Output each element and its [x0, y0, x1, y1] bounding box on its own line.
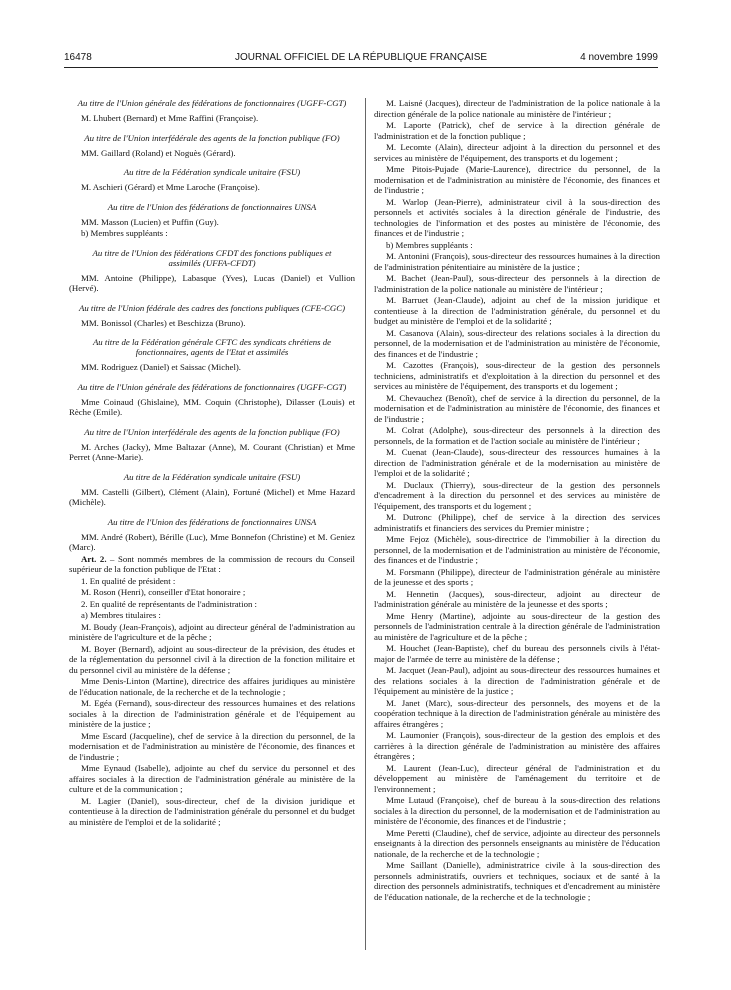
paragraph: b) Membres suppléants : — [386, 239, 473, 250]
paragraph: M. Forsmann (Philippe), directeur de l'administration générale au ministère de la jeunesse et des sports ; — [374, 566, 660, 587]
paragraph: M. Roson (Henri), conseiller d'Etat honoraire ; — [81, 587, 246, 597]
section-heading: Au titre de la Fédération syndicale unitaire (FSU) — [123, 471, 301, 482]
paragraph: MM. Gaillard (Roland) et Noguès (Gérard). — [81, 147, 236, 158]
article-text: – Sont nommés membres de la commission de recours du Conseil supérieur de la fonction publique de l'Etat : — [69, 553, 355, 574]
paragraph: Mme Peretti (Claudine), chef de service, adjointe au directeur des personnels enseignants à la direction des personnels enseignants au ministère de l'éducation nationale, de la recherche et de la technologie ; — [374, 827, 660, 859]
paragraph: M. Arches (Jacky), Mme Baltazar (Anne), M. Courant (Christian) et Mme Perret (Anne-Marie). — [69, 441, 355, 462]
paragraph: 2. En qualité de représentants de l'administration : — [81, 598, 258, 609]
paragraph: M. Jacquet (Jean-Paul), adjoint au sous-directeur des ressources humaines et des relations sociales à la direction de l'administration générale et de l'équipement au ministère de la justice ; — [374, 665, 660, 696]
paragraph: Mme Pitois-Pujade (Marie-Laurence), directrice du personnel, de la modernisation et de l'administration au ministère de l'économie, des finances et de l'industrie ; — [374, 164, 660, 195]
paragraph: 1. En qualité de président : — [81, 575, 176, 586]
paragraph: MM. André (Robert), Bérille (Luc), Mme Bonnefon (Christine) et M. Geniez (Marc). — [69, 531, 355, 552]
section-heading: Au titre de l'Union générale des fédérations de fonctionnaires (UGFF-CGT) — [77, 98, 347, 108]
paragraph: M. Janet (Marc), sous-directeur des personnels, des moyens et de la coopération technique à la direction de l'administration générale au ministère des affaires étrangères ; — [374, 697, 660, 729]
paragraph: M. Chevauchez (Benoît), chef de service à la direction du personnel, de la modernisation et de l'administration au ministère de l'économie, des finances et de l'industrie ; — [374, 392, 660, 424]
paragraph: M. Lagier (Daniel), sous-directeur, chef de la division juridique et contentieuse à la direction de l'administration générale du personnel et du budget au ministère de l'emploi et de la solidarité ; — [69, 795, 355, 827]
paragraph: M. Aschieri (Gérard) et Mme Laroche (Françoise). — [81, 182, 260, 192]
paragraph: Mme Saillant (Danielle), administratrice civile à la sous-direction des personnels administratifs, ouvriers et techniques, sociaux et de santé à la direction des personnels administratifs, techniques et d'encadrement au ministère de l'éducation nationale, de la recherche et de la technologie ; — [374, 860, 660, 902]
paragraph: MM. Antoine (Philippe), Labasque (Yves), Lucas (Daniel) et Vullion (Hervé). — [69, 272, 355, 293]
paragraph: M. Barruet (Jean-Claude), adjoint au chef de la mission juridique et contentieuse à la direction de l'administration générale, du personnel et du budget au ministère de l'emploi et de la solidarité ; — [374, 295, 660, 326]
paragraph: M. Hennetin (Jacques), sous-directeur, adjoint au directeur de l'administration générale au ministère de la jeunesse et des sports ; — [374, 588, 660, 609]
page-number: 16478 — [64, 52, 92, 63]
publication-date: 4 novembre 1999 — [580, 52, 658, 63]
paragraph: M. Lecomte (Alain), directeur adjoint à la direction du personnel et des services au ministère de l'équipement, des transports et du logement ; — [374, 142, 660, 163]
paragraph: M. Lhubert (Bernard) et Mme Raffini (Françoise). — [81, 113, 259, 123]
section-heading: Au titre de l'Union interfédérale des agents de la fonction publique (FO) — [84, 132, 340, 143]
section-heading: Au titre de l'Union fédérale des cadres des fonctions publiques (CFE-CGC) — [78, 302, 346, 313]
page-header — [64, 52, 658, 68]
paragraph: M. Houchet (Jean-Baptiste), chef du bureau des personnels civils à l'état-major de l'armée de terre au ministère de la défense ; — [374, 643, 660, 664]
paragraph: Mme Henry (Martine), adjointe au sous-directeur de la gestion des personnels de l'administration centrale à la direction générale de l'administration au ministère de l'agriculture et de la pêche ; — [374, 610, 660, 642]
article-paragraph — [69, 554, 355, 575]
section-heading: Au titre de l'Union des fédérations CFDT des fonctions publiques et assimilés (UFFA-CFDT) — [92, 247, 332, 268]
paragraph: M. Warlop (Jean-Pierre), administrateur civil à la sous-direction des personnels et activités sociales à la direction générale de l'industrie, des technologies de l'information et des postes au ministère de l'économie, des finances et de l'industrie ; — [374, 196, 660, 238]
left-column — [69, 98, 355, 828]
paragraph: b) Membres suppléants : — [81, 228, 168, 238]
paragraph: M. Laumonier (François), sous-directeur de la gestion des emplois et des carrières à la direction générale de l'administration au ministère des affaires étrangères ; — [374, 730, 660, 761]
section-heading: Au titre de l'Union des fédérations de fonctionnaires UNSA — [107, 201, 317, 212]
paragraph: MM. Castelli (Gilbert), Clément (Alain), Fortuné (Michel) et Mme Hazard (Michèle). — [69, 486, 355, 507]
journal-title: JOURNAL OFFICIEL DE LA RÉPUBLIQUE FRANÇAISE — [234, 52, 488, 63]
section-heading: Au titre de l'Union des fédérations de fonctionnaires UNSA — [107, 516, 317, 527]
paragraph: MM. Bonissol (Charles) et Beschizza (Bruno). — [81, 317, 246, 328]
paragraph: MM. Rodriguez (Daniel) et Saissac (Michel). — [81, 362, 242, 372]
section-heading: Au titre de l'Union interfédérale des agents de la fonction publique (FO) — [84, 426, 340, 437]
paragraph: Mme Denis-Linton (Martine), directrice des affaires juridiques au ministère de l'éducation nationale, de la recherche et de la technologie ; — [69, 676, 355, 697]
paragraph: M. Laporte (Patrick), chef de service à la direction générale de l'administration et de la fonction publique ; — [374, 120, 660, 141]
paragraph: M. Boudy (Jean-François), adjoint au directeur général de l'administration au ministère de l'agriculture et de la pêche ; — [69, 621, 355, 642]
paragraph: M. Egéa (Fernand), sous-directeur des ressources humaines et des relations sociales à la direction de l'administration générale et de l'équipement au ministère de la justice ; — [69, 698, 355, 729]
paragraph: M. Boyer (Bernard), adjoint au sous-directeur de la prévision, des études et de la réglementation du personnel civil à la direction de la fonction militaire et du personnel civil au ministère de la défense ; — [69, 643, 355, 675]
paragraph: Mme Fejoz (Michèle), sous-directrice de l'immobilier à la direction du personnel, de la modernisation et de l'administration au ministère de l'économie, des finances et de l'industrie ; — [374, 534, 660, 565]
paragraph: Mme Eynaud (Isabelle), adjointe au chef du service du personnel et des affaires sociales à la direction de l'administration générale au ministère de la culture et de la communication ; — [69, 763, 355, 794]
paragraph: M. Cazottes (François), sous-directeur de la gestion des personnels techniciens, administratifs et d'exploitation à la direction du personnel et des services au ministère de l'équipement, des transports et du logement ; — [374, 360, 660, 391]
paragraph: Mme Coinaud (Ghislaine), MM. Coquin (Christophe), Dilasser (Louis) et Rèche (Emile). — [69, 396, 355, 417]
article-label: Art. 2. — [81, 553, 107, 564]
section-heading: Au titre de l'Union générale des fédérations de fonctionnaires (UGFF-CGT) — [77, 381, 347, 392]
paragraph: M. Colrat (Adolphe), sous-directeur des personnels à la direction des personnels, de la formation et de l'action sociale au ministère de l'intérieur ; — [374, 425, 660, 446]
paragraph: Mme Escard (Jacqueline), chef de service à la direction du personnel, de la modernisation et de l'administration au ministère de l'économie, des finances et de l'industrie ; — [69, 730, 355, 762]
paragraph: M. Dutronc (Philippe), chef de service à la direction des services administratifs et financiers des services du Premier ministre ; — [374, 512, 660, 533]
paragraph: M. Bachet (Jean-Paul), sous-directeur des personnels à la direction de l'administration de la police nationale au ministère de l'intérieur ; — [374, 273, 660, 294]
header-rule — [64, 67, 658, 68]
section-heading: Au titre de la Fédération syndicale unitaire (FSU) — [123, 167, 301, 177]
paragraph: M. Laisné (Jacques), directeur de l'administration de la police nationale à la direction générale de la police nationale au ministère de l'intérieur ; — [374, 98, 660, 119]
paragraph: M. Casanova (Alain), sous-directeur des relations sociales à la direction du personnel, de la modernisation et de l'administration au ministère de l'économie, des finances et de l'industrie ; — [374, 327, 660, 359]
paragraph: a) Membres titulaires : — [81, 610, 161, 620]
paragraph: M. Duclaux (Thierry), sous-directeur de la gestion des personnels d'encadrement à la direction du personnel et des services au ministère de l'équipement, des transports et du logement ; — [374, 479, 660, 511]
paragraph: M. Laurent (Jean-Luc), directeur général de l'administration et du développement au ministère de l'aménagement du territoire et de l'environnement ; — [374, 762, 660, 794]
paragraph: Mme Lutaud (Françoise), chef de bureau à la sous-direction des relations sociales à la direction du personnel, de la modernisation et de l'administration au ministère de l'économie, des finances et de l'industrie ; — [374, 795, 660, 826]
paragraph: M. Cuenat (Jean-Claude), sous-directeur des ressources humaines à la direction de l'administration générale et de la modernisation au ministère de l'emploi et de la solidarité ; — [374, 447, 660, 478]
paragraph: MM. Masson (Lucien) et Puffin (Guy). — [81, 216, 219, 227]
column-divider — [365, 98, 366, 950]
right-column — [374, 98, 660, 903]
section-heading: Au titre de la Fédération générale CFTC des syndicats chrétiens de fonctionnaires, agents de l'Etat et assimilés — [92, 337, 332, 357]
paragraph: M. Antonini (François), sous-directeur des ressources humaines à la direction de l'administration pénitentiaire au ministère de la justice ; — [374, 251, 660, 272]
